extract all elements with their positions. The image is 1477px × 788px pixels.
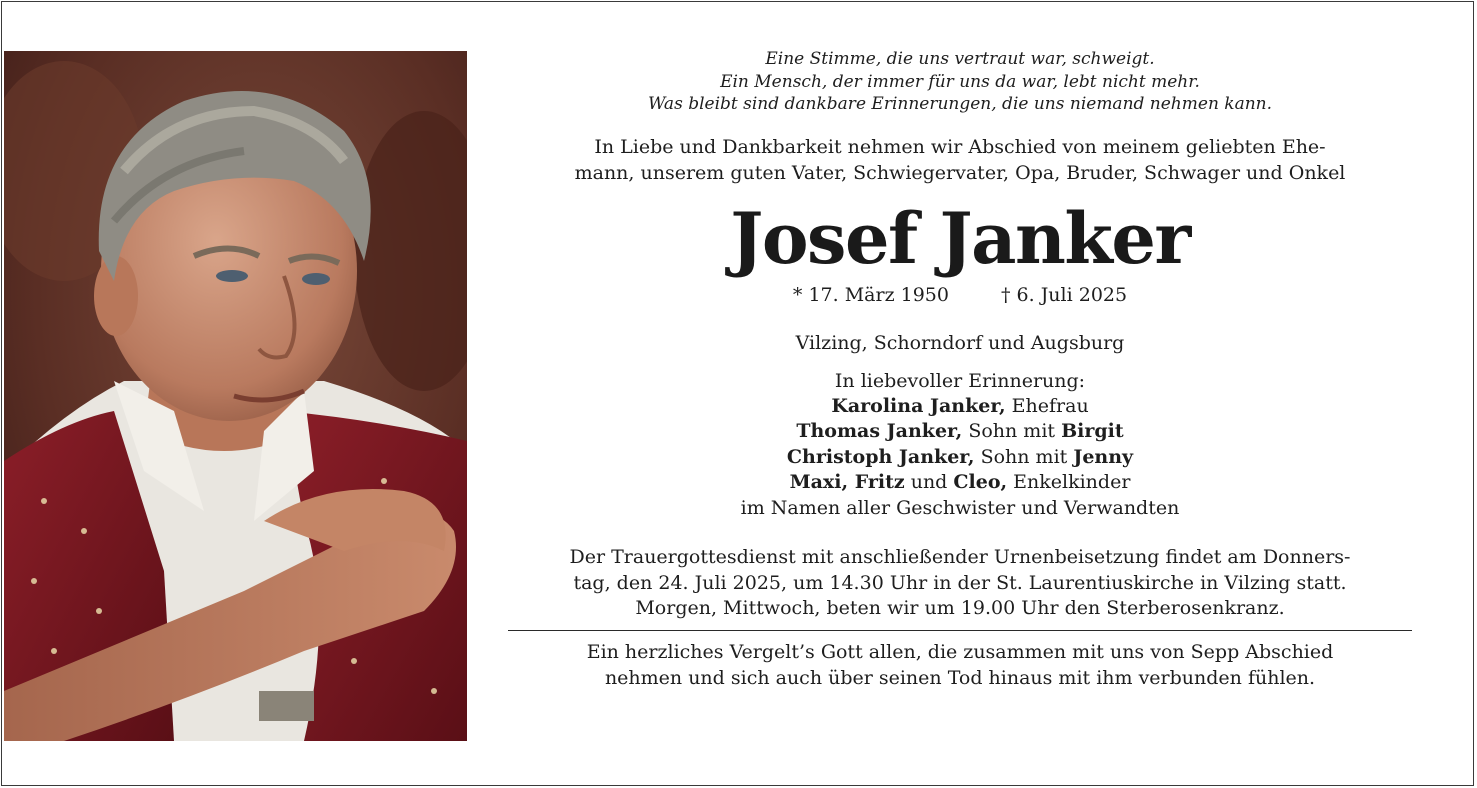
places: Vilzing, Schorndorf und Augsburg: [795, 331, 1125, 354]
portrait-photo: [4, 51, 467, 741]
service-line: Der Trauergottesdienst mit anschließender Urnenbeisetzung findet am Donners-: [569, 546, 1351, 568]
service-line: tag, den 24. Juli 2025, um 14.30 Uhr in der St. Laurentiuskirche in Vilzing statt.: [573, 571, 1347, 594]
notice-text-column: [507, 48, 1413, 691]
birth-date: * 17. März 1950: [792, 283, 949, 306]
family-member-name: Karolina Janker,: [831, 394, 1006, 417]
deceased-name: Josef Janker: [730, 196, 1190, 280]
family-relation: Enkelkinder: [1007, 471, 1131, 493]
intro-line: In Liebe und Dankbarkeit nehmen wir Abschied von meinem geliebten Ehe-: [594, 135, 1326, 158]
family-partner-name: Jenny: [1073, 445, 1134, 468]
family-relation: Sohn mit: [974, 445, 1074, 468]
service-line: Morgen, Mittwoch, beten wir um 19.00 Uhr den Sterberosenkranz.: [635, 597, 1285, 619]
intro: [507, 134, 1413, 186]
family-partner-name: Birgit: [1061, 420, 1124, 442]
family-member-name: Thomas Janker,: [796, 420, 963, 442]
family-member-name: Cleo,: [953, 471, 1008, 493]
family-row: [507, 445, 1413, 471]
death-date: † 6. Juli 2025: [1000, 283, 1128, 306]
thanks: [507, 639, 1413, 691]
family-list: [507, 394, 1413, 522]
intro-line: mann, unserem guten Vater, Schwiegervater, Opa, Bruder, Schwager und Onkel: [574, 161, 1346, 184]
life-dates: [507, 282, 1413, 308]
motto-line: Ein Mensch, der immer für uns da war, lebt nicht mehr.: [720, 71, 1200, 92]
family-row: [507, 394, 1413, 420]
memory-heading: In liebevoller Erinnerung:: [834, 369, 1086, 392]
family-row: [507, 419, 1413, 445]
portrait-illustration: [4, 51, 467, 741]
family-row: [507, 470, 1413, 496]
motto-line: Was bleibt sind dankbare Erinnerungen, die uns niemand nehmen kann.: [647, 94, 1273, 114]
thanks-line: Ein herzliches Vergelt’s Gott allen, die zusammen mit uns von Sepp Abschied: [586, 640, 1334, 663]
service-info: [507, 545, 1413, 622]
family-relation: und: [904, 471, 954, 493]
motto: [507, 48, 1413, 116]
family-member-name: Christoph Janker,: [786, 445, 975, 468]
motto-line: Eine Stimme, die uns vertraut war, schweigt.: [765, 49, 1155, 69]
family-member-name: Maxi, Fritz: [789, 471, 905, 493]
family-row: im Namen aller Geschwister und Verwandten: [740, 496, 1180, 519]
thanks-line: nehmen und sich auch über seinen Tod hinaus mit ihm verbunden fühlen.: [604, 666, 1316, 689]
obituary-notice: [1, 1, 1474, 786]
family-relation: Sohn mit: [962, 420, 1062, 442]
divider: [508, 630, 1412, 631]
family-relation: Ehefrau: [1005, 394, 1089, 417]
